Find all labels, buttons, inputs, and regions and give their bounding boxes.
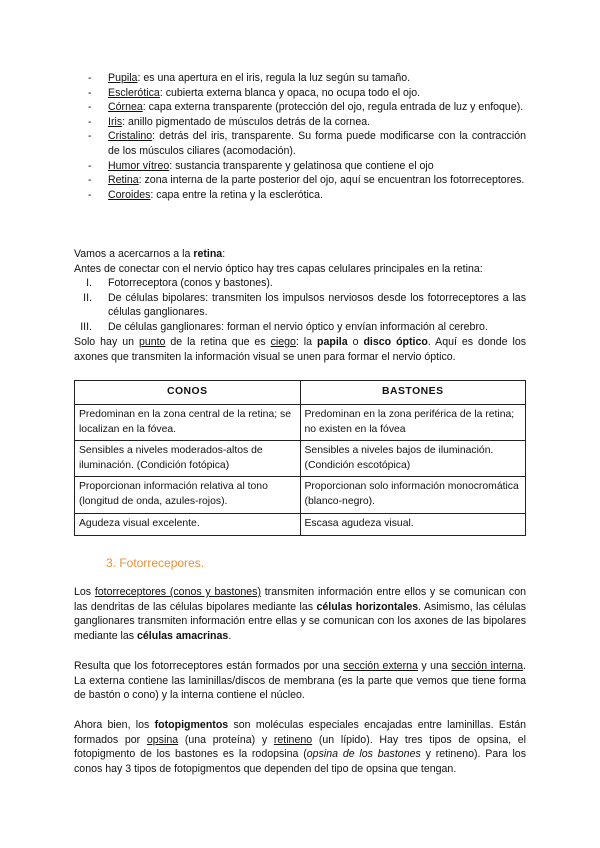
text-run: Resulta que los fotorreceptores están formados por una — [74, 660, 344, 672]
bold-papila: papila — [317, 336, 348, 348]
list-item — [88, 129, 526, 158]
underlined-ciego: ciego — [270, 336, 296, 348]
term-cristalino: Cristalino — [108, 130, 153, 143]
text-run: (una proteína) y — [178, 733, 274, 746]
list-item — [88, 159, 526, 174]
list-item — [74, 320, 526, 335]
text-run: transmiten información entre ellos y se comunican con las dendritas de las células bipolares mediante las — [74, 586, 526, 613]
dash-bullet: - — [88, 130, 92, 143]
paragraph-secciones — [74, 659, 526, 703]
text-run: : — [222, 248, 226, 260]
definition: : capa entre la retina y la esclerótica. — [150, 188, 323, 201]
list-item — [88, 71, 526, 86]
table-row — [75, 477, 526, 513]
list-item — [74, 276, 526, 291]
table-header-row — [75, 381, 526, 405]
underlined-punto: punto — [138, 336, 166, 348]
list-item — [74, 291, 526, 320]
header-conos: CONOS — [75, 381, 301, 405]
table-cell: Escasa agudeza visual. — [300, 513, 526, 535]
table-row — [75, 405, 526, 441]
bold-celulas-horizontales: células horizontales — [316, 600, 419, 613]
table-cell: Sensibles a niveles moderados-altos de iluminación. (Condición fotópica) — [75, 441, 301, 477]
term-retina: Retina — [108, 174, 139, 187]
bold-disco-optico: disco óptico — [363, 336, 428, 348]
retina-layers-intro: Antes de conectar con el nervio óptico hay tres capas celulares principales en la retina: — [74, 262, 483, 275]
text-run: Ahora bien, los — [74, 719, 155, 731]
list-item — [88, 188, 526, 203]
layer-text: De células ganglionares: forman el nervio óptico y envían información al cerebro. — [108, 320, 488, 333]
definition: : cubierta externa blanca y opaca, no ocupa todo el ojo. — [159, 86, 421, 99]
term-humor-vitreo: Humor vítreo — [108, 159, 170, 172]
roman-numeral: II. — [83, 291, 92, 304]
italic-opsina-bastones: opsina de los bastones — [306, 748, 421, 761]
table-cell: Proporcionan información relativa al tono (longitud de onda, azules-rojos). — [75, 477, 301, 513]
definition: : capa externa transparente (protección del ojo, regula entrada de luz y enfoque). — [142, 101, 524, 114]
retina-intro — [74, 247, 526, 276]
text-run: Solo hay un — [74, 336, 139, 348]
list-item — [88, 86, 526, 101]
term-coroides: Coroides — [108, 188, 151, 201]
underlined-fotorreceptores: fotorreceptores (conos y bastones) — [94, 586, 261, 598]
header-bastones: BASTONES — [300, 381, 526, 405]
bold-fotopigmentos: fotopigmentos — [154, 719, 229, 731]
definition: : sustancia transparente y gelatinosa que contiene el ojo — [169, 159, 434, 172]
list-item — [88, 173, 526, 188]
bold-retina: retina — [193, 248, 223, 260]
term-iris: Iris — [108, 115, 123, 128]
underlined-opsina: opsina — [146, 733, 179, 746]
text-run: . — [228, 629, 232, 642]
underlined-retineno: retineno — [273, 733, 313, 746]
definition: : es una apertura en el iris, regula la luz según su tamaño. — [137, 72, 411, 84]
definition: : zona interna de la parte posterior del ojo, aquí se encuentran los fotorreceptores. — [138, 174, 525, 187]
term-esclerotica: Esclerótica — [108, 86, 160, 99]
table-cell: Sensibles a niveles bajos de iluminación. (Condición escotópica) — [300, 441, 526, 477]
dash-bullet: - — [88, 174, 92, 187]
term-cornea: Córnea — [108, 101, 143, 114]
layer-text: Fotorreceptora (conos y bastones). — [108, 277, 273, 289]
table-cell: Predominan en la zona central de la retina; se localizan en la fóvea. — [75, 405, 301, 441]
definition: : detrás del iris, transparente. Su forma puede modificarse con la contracción de los músculos ciliares (acomodación). — [108, 130, 526, 157]
dash-bullet: - — [88, 159, 92, 172]
underlined-seccion-externa: sección externa — [343, 660, 418, 672]
text-run: de la retina que es — [165, 336, 271, 348]
dash-bullet: - — [88, 101, 92, 114]
term-pupila: Pupila — [108, 72, 138, 84]
table-cell: Agudeza visual excelente. — [75, 513, 301, 535]
text-run: (un lípido). Hay tres tipos de opsina, el fotopigmento de los bastones es la rodopsina ( — [74, 733, 526, 761]
roman-numeral: I. — [86, 277, 92, 289]
section-title: 3. Fotorrecepores. — [106, 556, 205, 570]
roman-numeral: III. — [80, 320, 92, 333]
text-run: . Aquí es donde los axones que transmiten la información visual se unen para formar el nervio óptico. — [74, 336, 527, 363]
definition: : anillo pigmentado de músculos detrás de la cornea. — [122, 115, 371, 128]
eye-parts-list — [88, 71, 526, 202]
list-item — [88, 100, 526, 115]
table-row — [75, 513, 526, 535]
dash-bullet: - — [88, 188, 92, 201]
text-run: y retineno). Para los conos hay 3 tipos de fotopigmentos que dependen del tipo de opsina que tengan. — [74, 748, 526, 775]
underlined-seccion-interna: sección interna — [451, 660, 524, 672]
text-run: o — [347, 336, 364, 348]
blind-spot-paragraph — [74, 335, 526, 364]
table-row — [75, 441, 526, 477]
retina-layers-list — [74, 276, 526, 334]
text-run: . La externa contiene las laminillas/discos de membrana (es la parte que vemos que tiene forma de bastón o cono) y la interna contiene el núcleo. — [74, 660, 526, 702]
text-run: . Asimismo, las células ganglionares transmiten información entre ellas y se comunican con los axones de las bipolares mediante las — [74, 600, 526, 642]
table-cell: Proporcionan solo información monocromática (blanco-negro). — [300, 477, 526, 513]
text-run: Los — [74, 586, 95, 598]
retina-intro-line — [74, 247, 526, 262]
comparison-table — [74, 380, 526, 536]
dash-bullet: - — [88, 72, 92, 84]
text-run: y una — [417, 660, 452, 672]
paragraph-fotorreceptores — [74, 585, 526, 643]
table-cell: Predominan en la zona periférica de la retina; no existen en la fóvea — [300, 405, 526, 441]
text-run: Vamos a acercarnos a la — [74, 248, 194, 260]
dash-bullet: - — [88, 86, 92, 99]
dash-bullet: - — [88, 115, 92, 128]
paragraph-fotopigmentos — [74, 718, 526, 776]
layer-text: De células bipolares: transmiten los impulsos nerviosos desde los fotorreceptores a las células ganglionares. — [108, 291, 526, 319]
text-run: son moléculas especiales encajadas entre laminillas. Están formados por — [74, 719, 526, 746]
bold-celulas-amacrinas: células amacrinas — [137, 629, 229, 642]
list-item — [88, 115, 526, 130]
text-run: : la — [295, 336, 318, 348]
